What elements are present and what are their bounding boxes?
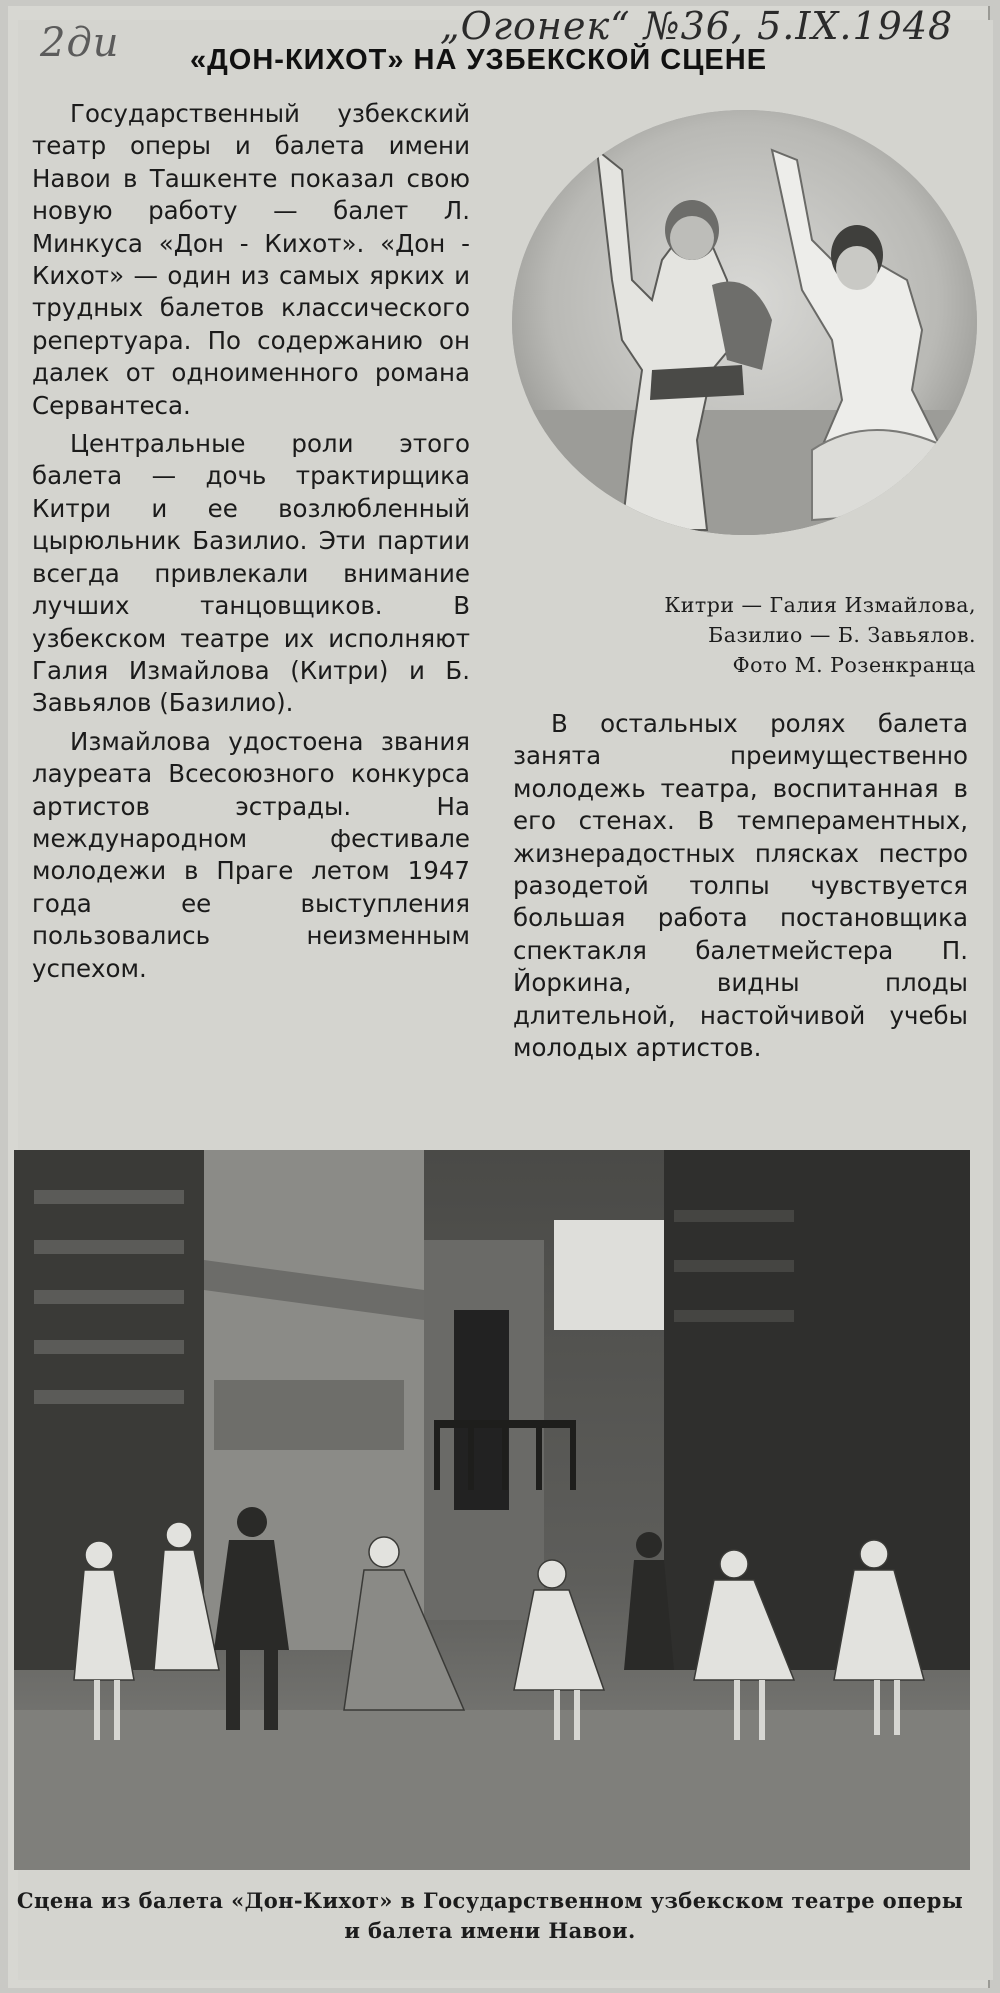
article-paragraph: Государственный узбекский театр оперы и балета имени Навои в Ташкенте показал свою новую работу — балет Л. Минкуса «Дон - Кихот». «Дон - Кихот» — один из самых ярких и трудных балетов классического репертуара. По содержанию он далек от одноименного романа Сервантеса.: [32, 99, 470, 420]
article-paragraph: Измайлова удостоена звания лауреата Всесоюзного конкурса артистов эстрады. На международном фестивале молодежи в Праге летом 1947 года ее выступления пользовались неизменным успехом.: [32, 726, 470, 983]
photo-credit: Фото М. Розенкранца: [732, 653, 976, 677]
dancers-portrait-photo: [512, 110, 977, 535]
portrait-caption: [526, 590, 976, 680]
handwritten-note: 2ди: [40, 20, 120, 66]
article-headline: «ДОН-КИХОТ» НА УЗБЕКСКОЙ СЦЕНЕ: [190, 44, 768, 76]
article-paragraph: Центральные роли этого балета — дочь трактирщика Китри и ее возлюбленный цырюльник Базилио. Эти партии всегда привлекали внимание лучших танцовщиков. В узбекском театре их исполняют Галия Измайлова (Китри) и Б. Завьялов (Базилио).: [32, 429, 470, 718]
scene-caption: Сцена из балета «Дон-Кихот» в Государственном узбекском театре оперы и балета имени Навои.: [16, 1888, 964, 1943]
article-left-column: [32, 98, 470, 991]
handwritten-source-note: „Огонек“ №36, 5.IX.1948: [440, 4, 954, 48]
ballet-scene-photo: [14, 1150, 970, 1870]
portrait-caption-line: Базилио — Б. Завьялов.: [708, 623, 976, 647]
article-right-column: [513, 708, 968, 1070]
article-paragraph: В остальных ролях балета занята преимущественно молодежь театра, воспитанная в его стенах. В темпераментных, жизнерадостных плясках пестро разодетой толпы чувствуется большая работа постановщика спектакля балетмейстера П. Йоркина, видны плоды длительной, настойчивой учебы молодых артистов.: [513, 709, 968, 1063]
portrait-caption-line: Китри — Галия Измайлова,: [664, 593, 976, 617]
